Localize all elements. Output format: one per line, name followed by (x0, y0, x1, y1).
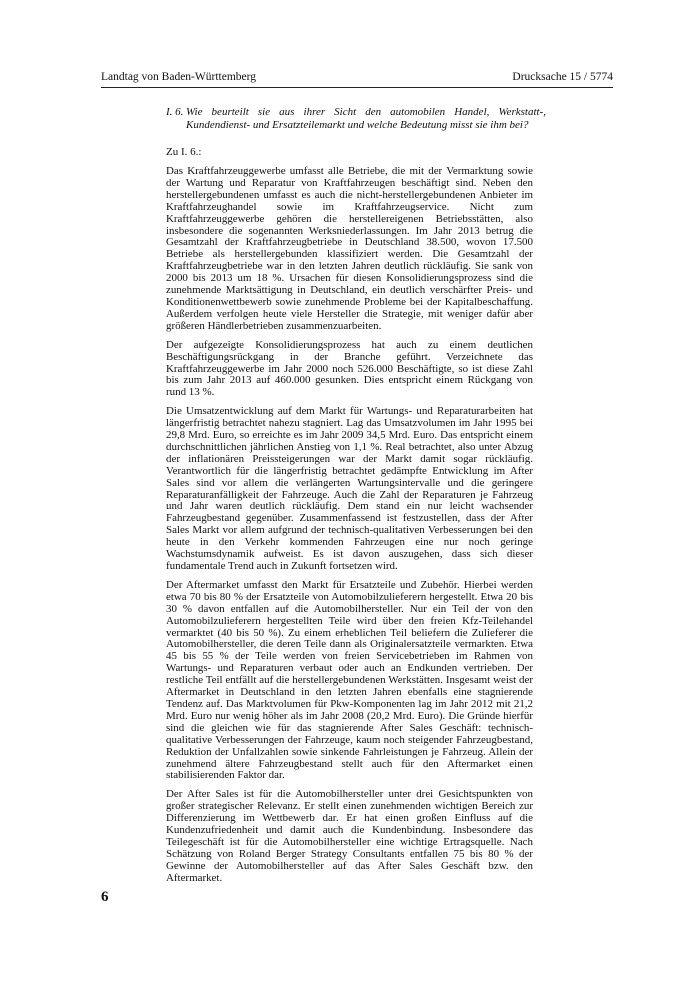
running-header (101, 71, 613, 84)
question-number: I. 6. (166, 106, 184, 118)
question-block (166, 106, 546, 132)
paragraph: Der aufgezeigte Konsolidierungsprozess hat auch zu einem deutlichen Beschäftigungsrückgang in der Branche geführt. Verzeichnete das Kraftfahrzeuggewerbe im Jahr 2000 noch 526.000 Beschäftigte, so ist diese Zahl bis zum Jahr 2013 auf 460.000 gesunken. Dies entspricht einem Rückgang von rund 13 %. (166, 338, 533, 399)
question-text: Wie beurteilt sie aus ihrer Sicht den automobilen Handel, Werkstatt-, Kundendienst- und Ersatzteilemarkt und welche Bedeutung misst sie ihm bei? (186, 106, 546, 131)
paragraph: Das Kraftfahrzeuggewerbe umfasst alle Betriebe, die mit der Vermarktung sowie der Wartung und Reparatur von Kraftfahrzeugen beschäftigt sind. Neben den herstellergebundenen umfasst es auch die nicht-herstellergebundenen Anbieter im Kraftfahrzeughandel sowie im Kraftfahrzeugservice. Nicht zum Kraftfahrzeuggewerbe gehören die herstellereigenen Betriebsstätten, also insbesondere die sogenannten Werksniederlassungen. Im Jahr 2013 betrug die Gesamtzahl der Kraftfahrzeugbetriebe in Deutschland 38.500, wovon 17.500 Betriebe als herstellergebunden klassifiziert werden. Die Gesamtzahl der Kraftfahrzeugbetriebe war in den letzten Jahren deutlich rückläufig. Sie sank von 2000 bis 2013 um 18 %. Ursachen für diesen Konsolidierungsprozess sind die zunehmende Marktsättigung in Deutschland, ein deutlich verschärfter Preis- und Konditionenwettbewerb sowie zunehmende Probleme bei der Kapitalbeschaffung. Außerdem verfolgen heute viele Hersteller die Strategie, mit weniger dafür aber größeren Händlerbetrieben zusammenzuarbeiten. (166, 165, 533, 332)
paragraph: Die Umsatzentwicklung auf dem Markt für Wartungs- und Reparaturarbeiten hat längerfristig betrachtet nahezu stagniert. Lag das Umsatzvolumen im Jahr 1995 bei 29,8 Mrd. Euro, so erreichte es im Jahr 2009 34,5 Mrd. Euro. Das entspricht einem durchschnittlichen jährlichen Anstieg von 1,1 %. Real betrachtet, also unter Abzug der inflationären Preissteigerungen war der Markt damit sogar rückläufig. Verantwortlich für die längerfristig betrachtet gedämpfte Entwicklung im After Sales sind vor allem die verlängerten Wartungsintervalle und die geringere Reparaturanfälligkeit der Fahrzeuge. Auch die Zahl der Reparaturen je Fahrzeug und Jahr waren deutlich rückläufig. Dem stand ein nur leicht wachsender Fahrzeugbestand gegenüber. Zusammenfassend ist festzustellen, dass der After Sales Markt vor allem aufgrund der technisch-qualitativen Verbesserungen bei den heute in den Verkehr kommenden Fahrzeugen eine nur noch geringe Wachstumsdynamik aufweist. Es ist davon auszugehen, dass sich dieser fundamentale Trend auch in Zukunft fortsetzen wird. (166, 405, 533, 572)
header-document-number: Drucksache 15 / 5774 (512, 71, 613, 83)
answer-body (166, 166, 533, 892)
header-rule (101, 87, 613, 88)
header-parliament: Landtag von Baden-Württemberg (101, 71, 256, 83)
paragraph: Der After Sales ist für die Automobilhersteller unter drei Gesichtspunkten von großer strategischer Relevanz. Er stellt einen zunehmenden wichtigen Bereich zur Differenzierung im Wettbewerb dar. Er hat einen großen Einfluss auf die Kundenzufriedenheit und damit auch die Kundenbindung. Insbesondere das Teilegeschäft ist für die Automobilhersteller eine wichtige Ertragsquelle. Nach Schätzung von Roland Berger Strategy Consultants entfallen 75 bis 80 % der Gewinne der Automobilhersteller auf das After Sales Geschäft bzw. den Aftermarket. (166, 788, 533, 884)
page-number: 6 (101, 889, 109, 905)
paragraph: Der Aftermarket umfasst den Markt für Ersatzteile und Zubehör. Hierbei werden etwa 70 bis 80 % der Ersatzteile von Automobilzulieferern hergestellt. Etwa 20 bis 30 % davon entfallen auf die Automobilhersteller. Nur ein Teil der von den Automobilzulieferern hergestellten Teile wird über den freien Kfz-Teilehandel vermarktet (40 bis 50 %). Zu einem erheblichen Teil beliefern die Zulieferer die Automobilhersteller, die deren Teile dann als Originalersatzteile vermarkten. Etwa 45 bis 55 % der Teile werden von freien Servicebetrieben im Rahmen von Wartungs- und Reparaturen verbaut oder auch an Endkunden vertrieben. Der restliche Teil entfällt auf die herstellergebundenen Werkstätten. Insgesamt weist der Aftermarket in Deutschland in den letzten Jahren ebenfalls eine stagnierende Tendenz auf. Das Marktvolumen für Pkw-Komponenten lag im Jahr 2012 mit 21,2 Mrd. Euro nur wenig höher als im Jahr 2008 (20,2 Mrd. Euro). Die Gründe hierfür sind die gleichen wie für das stagnierende After Sales Geschäft: technisch-qualitative Verbesserungen der Fahrzeuge, kaum noch steigender Fahrzeugbestand, Reduktion der Unfallzahlen sowie sinkende Fahrleistungen je Fahrzeug. Allein der zunehmend ältere Fahrzeugbestand stellt auch für den Aftermarket einen stabilisierenden Faktor dar. (166, 578, 533, 782)
answer-label: Zu I. 6.: (166, 146, 202, 158)
